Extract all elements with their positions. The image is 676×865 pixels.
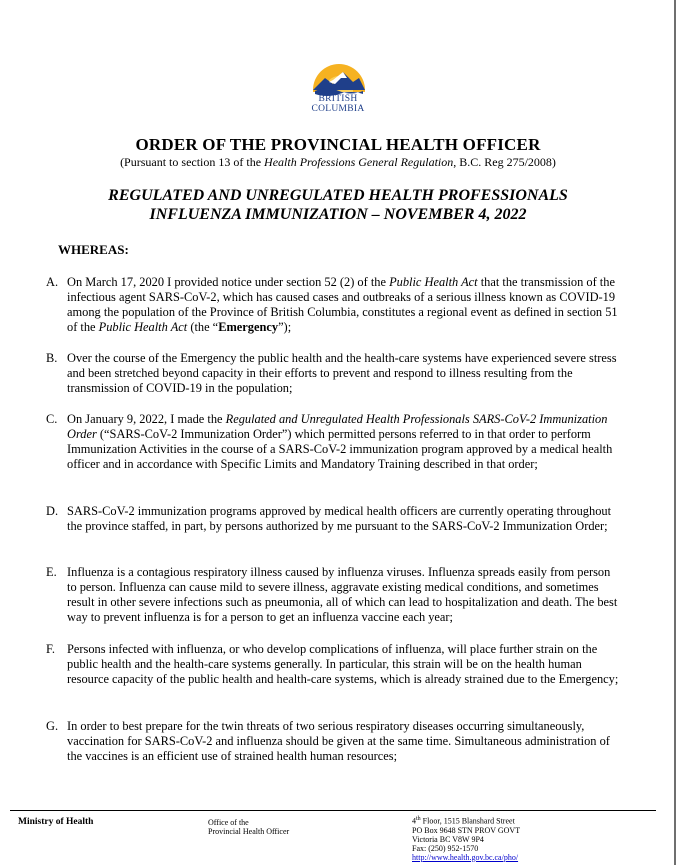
whereas-item-g: [46, 719, 620, 764]
defined-term: Emergency: [218, 320, 279, 334]
item-text: Over the course of the Emergency the public health and the health-care systems have experienced severe stress and been stretched beyond capacity in their efforts to prevent and respond to illness resulting from the transmission of COVID-19 in the population;: [67, 351, 617, 395]
office-line1: Office of the: [208, 818, 249, 827]
order-heading-line1: REGULATED AND UNREGULATED HEALTH PROFESSIONALS: [108, 187, 568, 204]
item-text: Influenza is a contagious respiratory illness caused by influenza viruses. Influenza spreads easily from person to person. Influenza can cause mild to severe illness, aggravate existing medical conditions, and sometimes result in other severe infections such as pneumonia, all of which can lead to hospitalization and death. The best way to prevent influenza is for a person to get an influenza vaccine each year;: [67, 565, 618, 624]
office-line2: Provincial Health Officer: [208, 827, 290, 836]
subtitle-part: , B.C. Reg 275/2008): [453, 155, 556, 169]
logo-text-line1: BRITISH: [318, 94, 358, 104]
whereas-item-c: [46, 412, 620, 472]
order-heading-line2: INFLUENZA IMMUNIZATION – NOVEMBER 4, 2022: [149, 206, 527, 223]
document-subtitle: [0, 155, 676, 170]
document-title: ORDER OF THE PROVINCIAL HEALTH OFFICER: [135, 135, 541, 154]
text-run: that the transmission of the infectious agent SARS-CoV-2, which has caused cases and outbreaks of a serious illness known as COVID-19 among the population of the Province of British Columbia, constitutes a regional event as defined in section 51 of the: [67, 275, 618, 334]
item-letter: D.: [46, 504, 59, 518]
footer-ministry: Ministry of Health: [18, 817, 94, 827]
text-run: (the “: [187, 320, 219, 334]
ordinal-suffix: th: [416, 816, 421, 822]
address-line3: Victoria BC V8W 9P4: [412, 834, 484, 844]
whereas-item-f: [46, 642, 620, 687]
whereas-item-e: [46, 565, 620, 625]
whereas-item-a: [46, 275, 620, 335]
item-letter: B.: [46, 351, 58, 365]
item-letter: E.: [46, 565, 57, 579]
regulation-name: Health Professions General Regulation: [264, 155, 454, 169]
whereas-item-b: [46, 351, 620, 396]
item-text: Persons infected with influenza, or who develop complications of influenza, will place further strain on the public health and the health-care systems generally. In particular, this strain will be on the health human resource capacity of the public health and health-care systems, which is already strained due to the Emergency;: [67, 642, 619, 686]
text-run: On January 9, 2022, I made the: [67, 412, 226, 426]
item-text: SARS-CoV-2 immunization programs approved by medical health officers are currently operating throughout the province staffed, in part, by persons authorized by me pursuant to the SARS-CoV-2 Immunization Order;: [67, 504, 612, 533]
item-letter: A.: [46, 275, 59, 289]
logo-text-line2: COLUMBIA: [311, 104, 365, 114]
fax-number: Fax: (250) 952-1570: [412, 843, 479, 853]
item-text: In order to best prepare for the twin threats of two serious respiratory diseases occurring simultaneously, vaccination for SARS-CoV-2 and influenza should be given at the same time. Simultaneous administration of the vaccines is an efficient use of strained health human resources;: [67, 719, 610, 763]
floor-number: 4: [412, 816, 416, 826]
act-name: Public Health Act: [389, 275, 478, 289]
whereas-heading: WHEREAS:: [58, 242, 129, 257]
footer-office: [208, 818, 289, 836]
item-letter: F.: [46, 642, 55, 656]
item-letter: C.: [46, 412, 58, 426]
item-letter: G.: [46, 719, 59, 733]
text-run: (“SARS-CoV-2 Immunization Order”) which permitted persons referred to in that order to perform Immunization Activities in the course of a SARS-CoV-2 immunization program approved by a medical health officer and in accordance with Specific Limits and Mandatory Training described in that order;: [67, 427, 613, 471]
item-text: [67, 275, 620, 335]
footer-divider: [10, 810, 656, 811]
address-line1: [412, 815, 520, 826]
address-line2: PO Box 9648 STN PROV GOVT: [412, 825, 521, 835]
logo-wordmark: [290, 94, 386, 114]
order-name: Regulated and Unregulated Health Professionals SARS-CoV-2 Immunization Order: [67, 412, 608, 441]
pho-website-link[interactable]: http://www.health.gov.bc.ca/pho/: [412, 852, 519, 862]
footer-address: [412, 815, 520, 862]
whereas-item-d: [46, 504, 620, 534]
act-name: Public Health Act: [98, 320, 188, 334]
street-address: Floor, 1515 Blanshard Street: [420, 816, 515, 826]
text-run: On March 17, 2020 I provided notice under section 52 (2) of the: [67, 275, 390, 289]
item-text: [67, 412, 620, 472]
subtitle-part: (Pursuant to section 13 of the: [120, 155, 265, 169]
text-run: ”);: [278, 320, 292, 334]
